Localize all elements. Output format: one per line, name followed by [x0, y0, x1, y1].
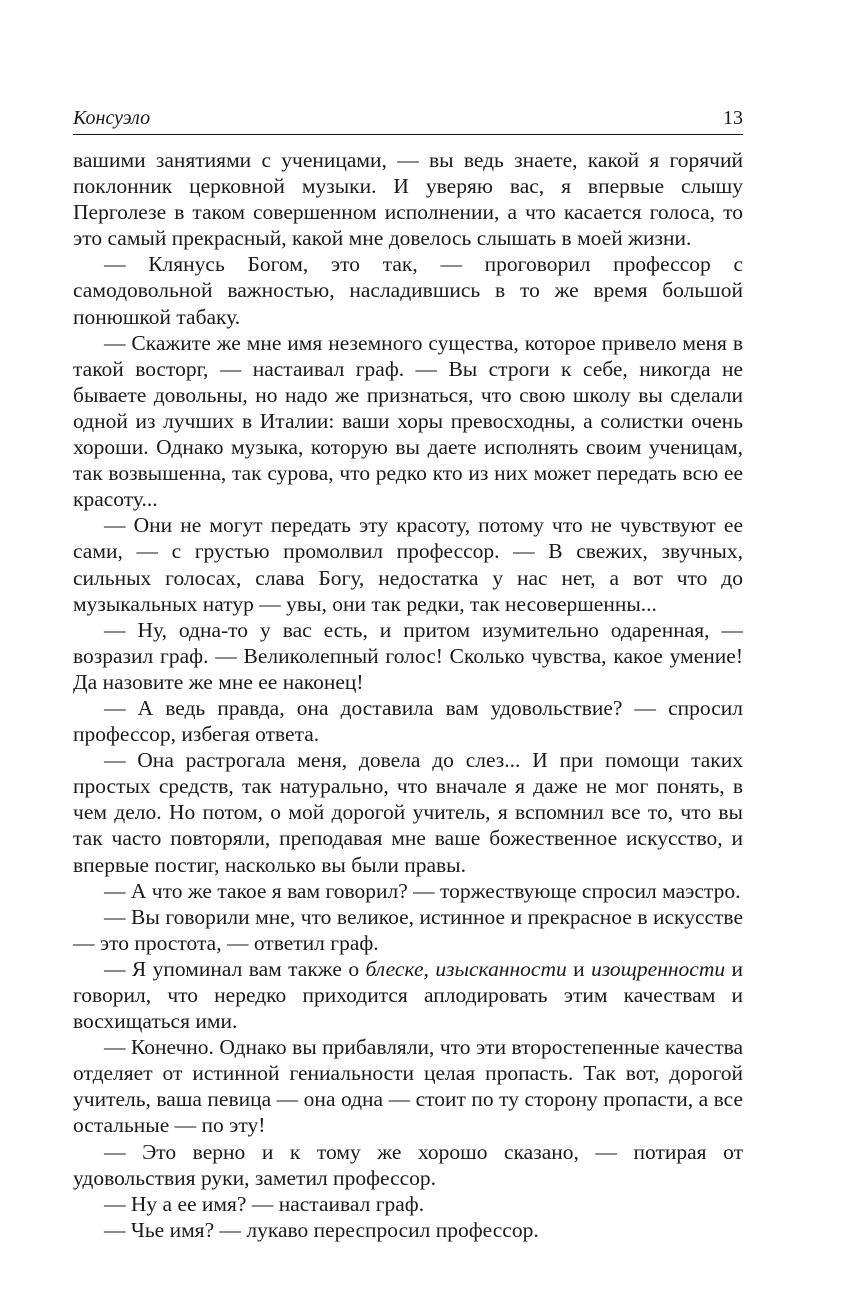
text-segment: — Они не могут передать эту красоту, потому что не чувствуют ее сами, — с грустью промолвил профессор. — В свежих, звучных, сильных голосах, слава Богу, недостатка у нас нет, а вот что до музыкальных натур — увы, они так редки, так несовершенны... [73, 513, 743, 616]
text-segment: — Клянусь Богом, это так, — проговорил профессор с самодовольной важностью, насладившись в то же время большой понюшкой табаку. [73, 252, 743, 329]
paragraph [73, 747, 743, 877]
paragraph [73, 1034, 743, 1138]
paragraph [73, 147, 743, 251]
paragraph [73, 956, 743, 1034]
body-text [73, 147, 743, 1243]
text-segment: — Я упоминал вам также о [104, 956, 366, 981]
text-segment: и [566, 956, 592, 981]
paragraph [73, 512, 743, 616]
paragraph [73, 878, 743, 904]
text-segment: — Вы говорили мне, что великое, истинное и прекрасное в искусстве — это простота, — ответил граф. [73, 904, 743, 955]
paragraph [73, 1139, 743, 1191]
text-segment: вашими занятиями с ученицами, — вы ведь знаете, какой я горячий поклонник церковной музыки. И уверяю вас, я впервые слышу Перголезе в таком совершенном исполнении, а что касается голоса, то это самый прекрасный, какой мне довелось слышать в моей жизни. [73, 148, 743, 251]
paragraph [73, 695, 743, 747]
paragraph [73, 617, 743, 695]
page-number: 13 [723, 107, 743, 129]
text-segment: — А что же такое я вам говорил? — торжествующе спросил маэстро. [104, 878, 741, 903]
emphasis-text: изощренности [591, 956, 726, 981]
text-segment: и говорил, что нередко приходится аплодировать этим качествам и восхищаться ими. [73, 956, 744, 1034]
paragraph [73, 904, 743, 956]
paragraph [73, 330, 743, 513]
text-segment: — Чье имя? — лукаво переспросил профессор. [104, 1217, 539, 1242]
running-header [73, 104, 743, 135]
paragraph [73, 1191, 743, 1217]
book-page [73, 104, 743, 1243]
text-segment: — Это верно и к тому же хорошо сказано, — потирая от удовольствия руки, заметил профессор. [73, 1139, 743, 1190]
running-title: Консуэло [73, 107, 151, 129]
text-segment: — Ну, одна-то у вас есть, и притом изумительно одаренная, — возразил граф. — Великолепный голос! Сколько чувства, какое умение! Да назовите же мне ее наконец! [73, 617, 743, 694]
text-segment: — Ну а ее имя? — настаивал граф. [104, 1191, 425, 1216]
paragraph [73, 251, 743, 329]
emphasis-text: блеске, изысканности [365, 956, 567, 981]
text-segment: — А ведь правда, она доставила вам удовольствие? — спросил профессор, избегая ответа. [73, 695, 743, 747]
text-segment: — Скажите же мне имя неземного существа, которое привело меня в такой восторг, — настаивал граф. — Вы строги к себе, никогда не бываете довольны, но надо же признаться, что свою школу вы сделали одной из лучших в Италии: ваши хоры превосходны, а солистки очень хороши. Однако музыка, которую вы даете исполнять своим ученицам, так возвышенна, так сурова, что редко кто из них может передать всю ее красоту... [73, 330, 743, 512]
paragraph [73, 1217, 743, 1243]
text-segment: — Она растрогала меня, довела до слез... И при помощи таких простых средств, так натурально, что вначале я даже не мог понять, в чем дело. Но потом, о мой дорогой учитель, я вспомнил все то, что вы так часто повторяли, преподавая мне ваше божественное искусство, и впервые постиг, насколько вы были правы. [73, 748, 743, 877]
text-segment: — Конечно. Однако вы прибавляли, что эти второстепенные качества отделяет от истинной гениальности целая пропасть. Так вот, дорогой учитель, ваша певица — она одна — стоит по ту сторону пропасти, а все остальные — по эту! [73, 1035, 743, 1138]
